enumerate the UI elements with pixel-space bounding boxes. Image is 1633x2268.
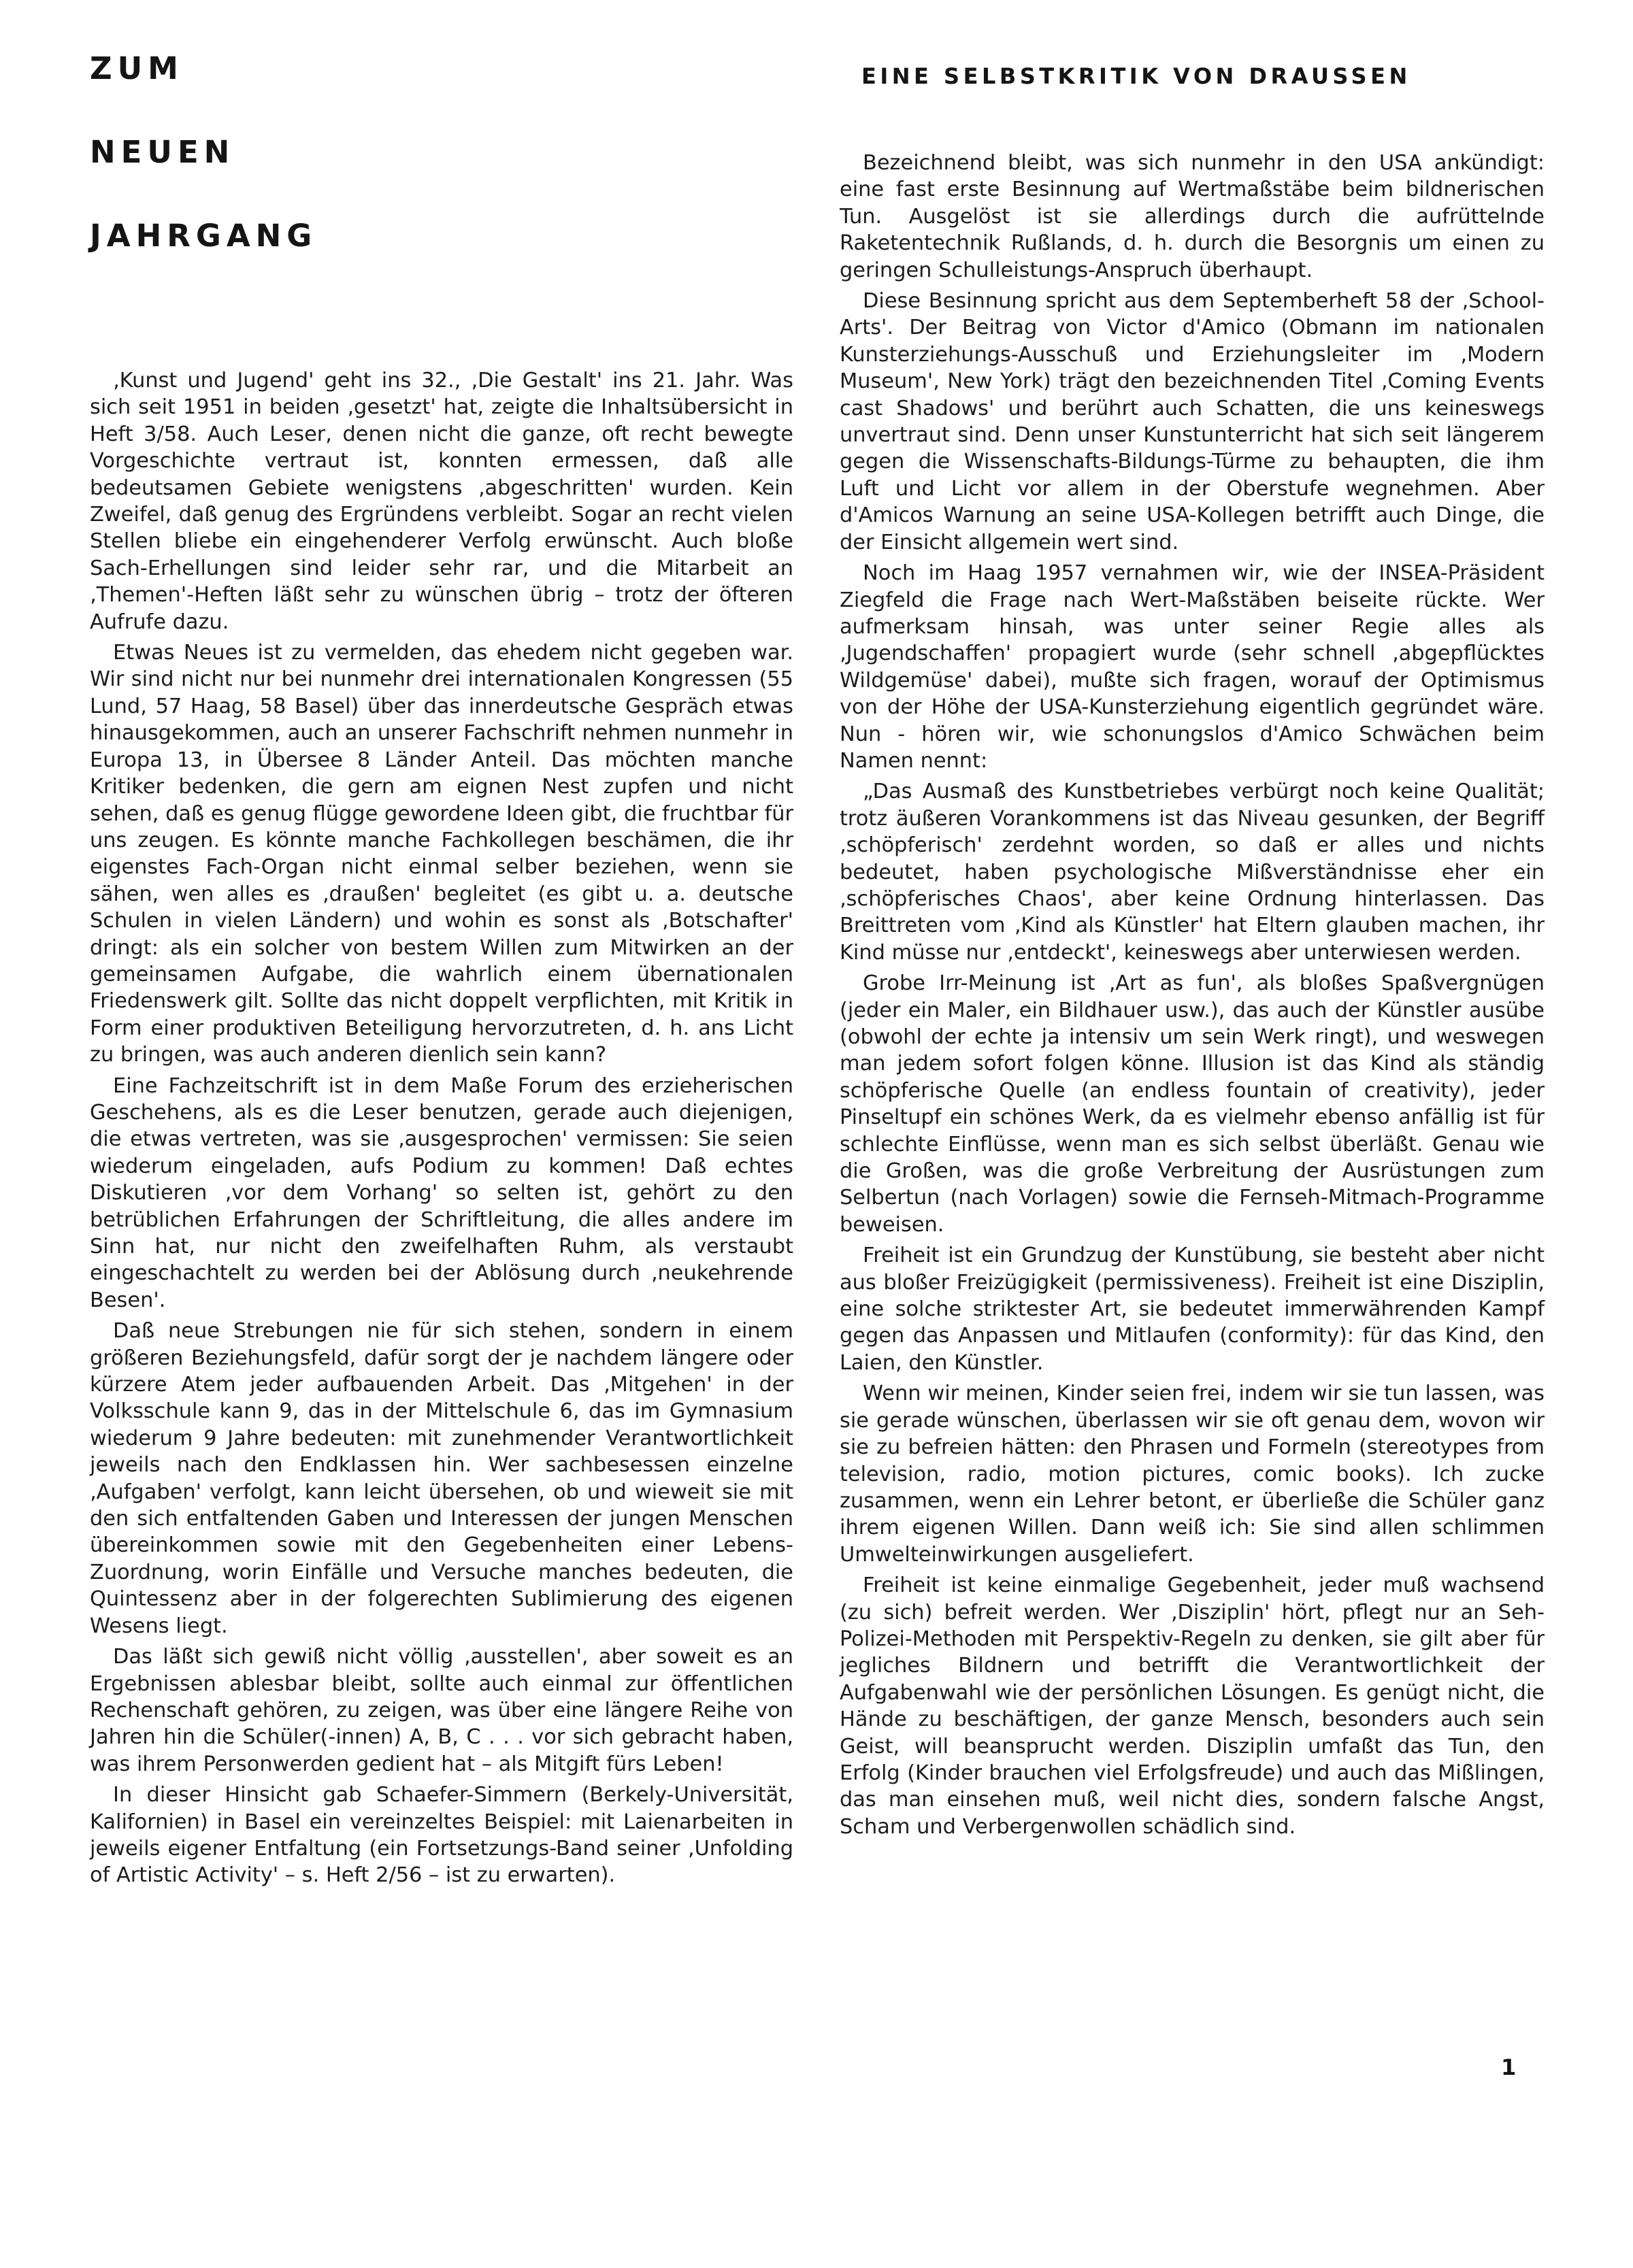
- article-title: [90, 50, 498, 304]
- title-line-3: JAHRGANG: [90, 218, 318, 254]
- left-text-column: [90, 367, 793, 1893]
- paragraph: Diese Besinnung spricht aus dem Septemberheft 58 der ‚School-Arts'. Der Beitrag von Victor d'Amico (Obmann im nationalen Kunsterziehungs-Ausschuß und Erziehungsleiter im ‚Modern Museum', New York) trägt den bezeichnenden Titel ‚Coming Events cast Shadows' und berührt auch Schatten, die uns keineswegs unvertraut sind. Denn unser Kunstunterricht hat sich seit längerem gegen die Wissenschafts-Bildungs-Türme zu behaupten, die ihm Luft und Licht vor allem in der Oberstufe wegnehmen. Aber d'Amicos Warnung an seine USA-Kollegen betrifft auch Dinge, die der Einsicht allgemein wert sind.: [840, 289, 1545, 554]
- paragraph: Etwas Neues ist zu vermelden, das ehedem nicht gegeben war. Wir sind nicht nur bei nunmehr drei internationalen Kongressen (55 Lund, 57 Haag, 58 Basel) über das innerdeutsche Gespräch etwas hinausgekommen, auch an unserer Fachschrift nehmen nunmehr in Europa 13, in Übersee 8 Länder Anteil. Das möchten manche Kritiker bedenken, die gern am eignen Nest zupfen und nicht sehen, daß es genug flügge gewordene Ideen gibt, die fruchtbar für uns zeugen. Es könnte manche Fachkollegen beschämen, die ihr eigenstes Fach-Organ nicht einmal selber beziehen, wenn sie sähen, wen alles es ‚draußen' begleitet (es gibt u. a. deutsche Schulen in vielen Ländern) und wohin es sonst als ‚Botschafter' dringt: als ein solcher von bestem Willen zum Mitwirken an der gemeinsamen Aufgabe, die wahrlich einem übernationalen Friedenswerk gilt. Sollte das nicht doppelt verpflichten, mit Kritik in Form einer produktiven Beteiligung hervorzutreten, d. h. ans Licht zu bringen, was auch anderen dienlich sein kann?: [90, 641, 793, 1067]
- paragraph: Daß neue Strebungen nie für sich stehen, sondern in einem größeren Beziehungsfeld, dafür sorgt der je nachdem längere oder kürzere Atem jeder aufbauenden Arbeit. Das ‚Mitgehen' in der Volksschule kann 9, das in der Mittelschule 6, das im Gymnasium wiederum 9 Jahre bedeuten: mit zunehmender Verantwortlichkeit jeweils nach den Endklassen hin. Wer sachbesessen einzelne ‚Aufgaben' verfolgt, kann leicht übersehen, ob und wieweit sie mit den sich entfaltenden Gaben und Interessen der jungen Menschen übereinkommen sowie mit den Gegebenheiten einer Lebens-Zuordnung, worin Einfälle und Versuche manches bedeuten, die Quintessenz aber in der folgerechten Sublimierung des eigenen Wesens liegt.: [90, 1319, 793, 1638]
- paragraph: Grobe Irr-Meinung ist ‚Art as fun', als bloßes Spaßvergnügen (jeder ein Maler, ein Bildhauer usw.), das auch der Künstler ausübe (obwohl der echte ja intensiv um sein Werk ringt), und weswegen man jedem sofort folgen könne. Illusion ist das Kind als ständig schöpferische Quelle (an endless fountain of creativity), jeder Pinseltupf ein schönes Werk, da es vielmehr ebenso anfällig ist für schlechte Einflüsse, wenn man es sich selbst überläßt. Genau wie die Großen, was die große Verbreitung der Ausrüstungen zum Selbertun (nach Vorlagen) sowie die Fernseh-Mitmach-Programme beweisen.: [840, 971, 1545, 1237]
- page-number: 1: [1501, 2054, 1517, 2080]
- paragraph: Das läßt sich gewiß nicht völlig ‚ausstellen', aber soweit es an Ergebnissen ablesbar bleibt, sollte auch einmal zur öffentlichen Rechenschaft gehören, zu zeigen, was über eine längere Reihe von Jahren hin die Schüler(-innen) A, B, C . . . vor sich gebracht haben, was ihrem Personwerden gedient hat – als Mitgift fürs Leben!: [90, 1645, 793, 1776]
- title-line-1: ZUM: [90, 50, 184, 86]
- paragraph: Noch im Haag 1957 vernahmen wir, wie der INSEA-Präsident Ziegfeld die Frage nach Wert-Maßstäben beiseite rückte. Wer aufmerksam hinsah, was unter seiner Regie alles als ‚Jugendschaffen' propagiert wurde (sehr schnell ‚abgepflücktes Wildgemüse' dabei), mußte sich fragen, worauf der Optimismus von der Höhe der USA-Kunsterziehung eigentlich gegründet wäre. Nun - hören wir, wie schonungslos d'Amico Schwächen beim Namen nennt:: [840, 561, 1545, 773]
- title-line-2: NEUEN: [90, 134, 235, 170]
- paragraph: Bezeichnend bleibt, was sich nunmehr in den USA ankündigt: eine fast erste Besinnung auf Wertmaßstäbe beim bildnerischen Tun. Ausgelöst ist sie allerdings durch die aufrüttelnde Raketentechnik Rußlands, d. h. durch die Besorgnis um einen zu geringen Schulleistungs-Anspruch überhaupt.: [840, 151, 1545, 282]
- paragraph: Eine Fachzeitschrift ist in dem Maße Forum des erzieherischen Geschehens, als es die Leser benutzen, gerade auch diejenigen, die etwas vertreten, was sie ‚ausgesprochen' vermissen: Sie seien wiederum eingeladen, aufs Podium zu kommen! Daß echtes Diskutieren ‚vor dem Vorhang' so selten ist, gehört zu den betrüblichen Erfahrungen der Schriftleitung, die alles andere im Sinn hat, nur nicht den zweifelhaften Ruhm, als verstaubt eingeschachtelt zu werden bei der Ablösung durch ‚neukehrende Besen'.: [90, 1073, 793, 1312]
- paragraph: Wenn wir meinen, Kinder seien frei, indem wir sie tun lassen, was sie gerade wünschen, überlassen wir sie oft genau dem, wovon wir sie zu befreien hätten: den Phrasen und Formeln (stereotypes from television, radio, motion pictures, comic books). Ich zucke zusammen, wenn ein Lehrer betont, er überließe die Schüler ganz ihrem eigenen Willen. Dann weiß ich: Sie sind allen schlimmen Umwelteinwirkungen ausgeliefert.: [840, 1382, 1545, 1567]
- paragraph: ‚Kunst und Jugend' geht ins 32., ‚Die Gestalt' ins 21. Jahr. Was sich seit 1951 in beiden ‚gesetzt' hat, zeigte die Inhaltsübersicht in Heft 3/58. Auch Leser, denen nicht die ganze, oft recht bewegte Vorgeschichte vertraut ist, konnten ermessen, daß alle bedeutsamen Gebiete wenigstens ‚abgeschritten' wurden. Kein Zweifel, daß genug des Ergründens verbleibt. Sogar an recht vielen Stellen bliebe ein eingehenderer Verfolg erwünscht. Auch bloße Sach-Erhellungen sind leider sehr rar, und die Mitarbeit an ‚Themen'-Heften läßt sehr zu wünschen übrig – trotz der öfteren Aufrufe dazu.: [90, 369, 793, 634]
- paragraph: In dieser Hinsicht gab Schaefer-Simmern (Berkely-Universität, Kalifornien) in Basel ein vereinzeltes Beispiel: mit Laienarbeiten in jeweils eigener Entfaltung (ein Fortsetzungs-Band seiner ‚Unfolding of Artistic Activity' – s. Heft 2/56 – ist zu erwarten).: [90, 1783, 793, 1888]
- quote-paragraph: „Das Ausmaß des Kunstbetriebes verbürgt noch keine Qualität; trotz äußeren Vorankommens ist das Niveau gesunken, der Begriff ‚schöpferisch' zerdehnt worden, so daß er alles und nichts bedeutet, haben psychologische Mißverständnisse eher ein ‚schöpferisches Chaos', aber keine Ordnung hinterlassen. Das Breittreten vom ‚Kind als Künstler' hat Eltern glauben machen, ihr Kind müsse nur ‚entdeckt', keineswegs aber unterwiesen werden.: [840, 780, 1545, 965]
- right-text-column: [840, 150, 1545, 1844]
- section-heading: EINE SELBSTKRITIK VON DRAUSSEN: [861, 63, 1411, 89]
- paragraph: Freiheit ist ein Grundzug der Kunstübung, sie besteht aber nicht aus bloßer Freizügigkeit (permissiveness). Freiheit ist eine Disziplin, eine solche striktester Art, sie bedeutet immerwährenden Kampf gegen das Anpassen und Mitlaufen (conformity): für das Kind, den Laien, den Künstler.: [840, 1244, 1545, 1375]
- paragraph: Freiheit ist keine einmalige Gegebenheit, jeder muß wachsend (zu sich) befreit werden. Wer ‚Disziplin' hört, pflegt nur an Seh-Polizei-Methoden mit Perspektiv-Regeln zu denken, sie gilt aber für jegliches Bildnern und betrifft die Verantwortlichkeit der Aufgabenwahl wie der persönlichen Lösungen. Es genügt nicht, die Hände zu beschäftigen, der ganze Mensch, besonders auch sein Geist, will beansprucht werden. Disziplin umfaßt das Tun, den Erfolg (Kinder brauchen viel Erfolgsfreude) und auch das Mißlingen, das man einsehen muß, weil nicht dies, sondern falsche Angst, Scham und Verbergenwollen schädlich sind.: [840, 1573, 1545, 1839]
